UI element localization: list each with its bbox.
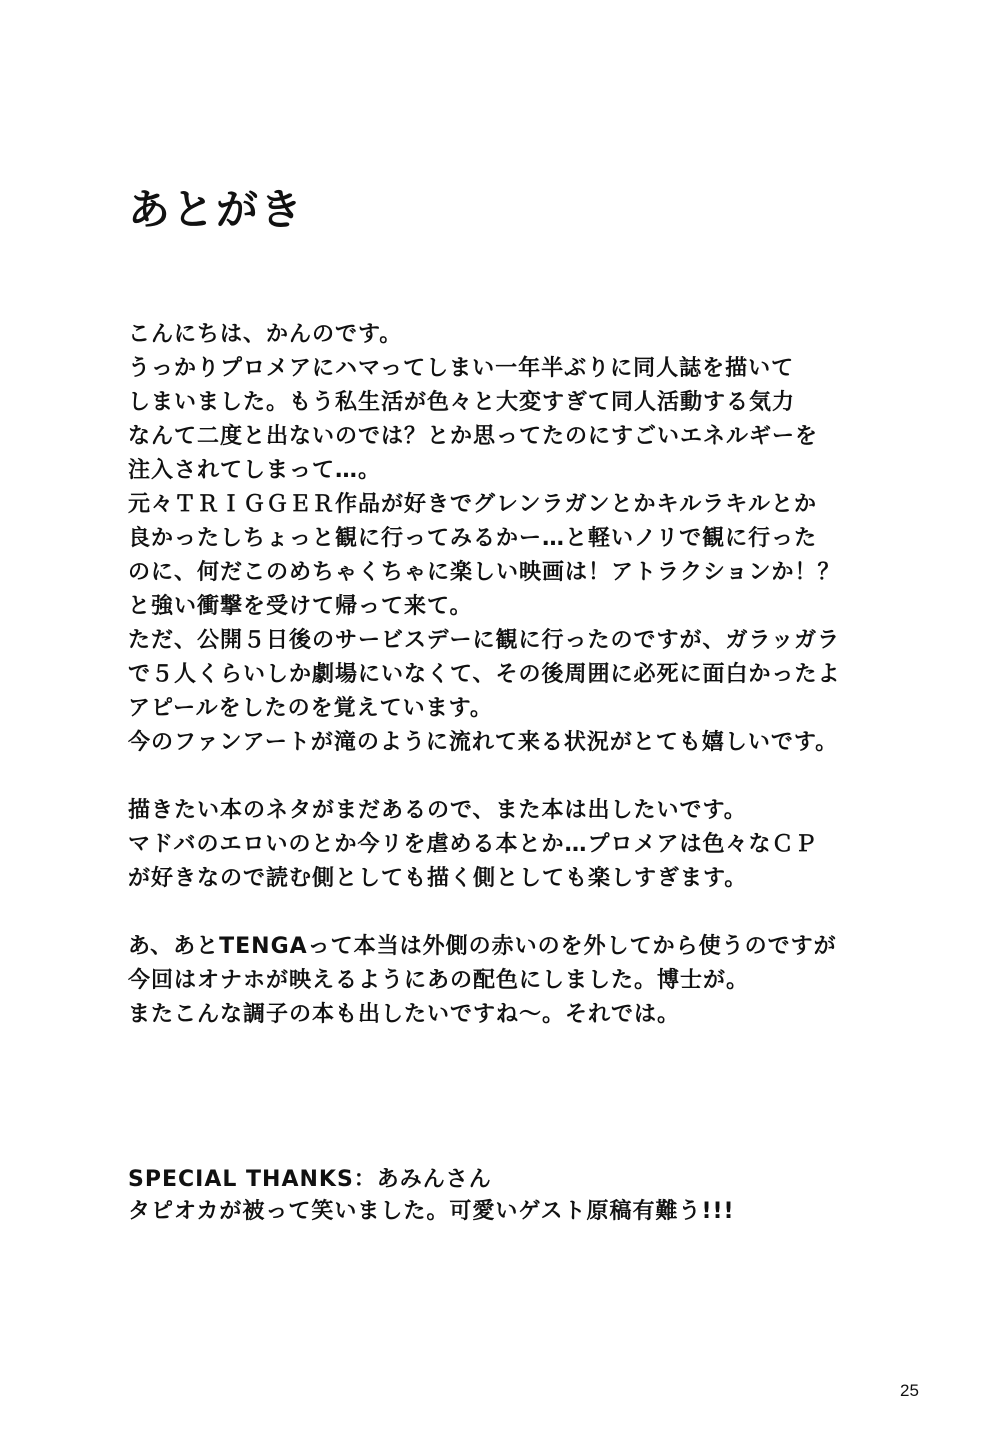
special-thanks-heading: SPECIAL THANKS：あみんさん bbox=[128, 1167, 492, 1192]
text-line: 元々ＴＲＩＧＧＥＲ作品が好きでグレンラガンとかキルラキルとか bbox=[128, 492, 818, 517]
paragraph-gap bbox=[128, 760, 988, 794]
paragraph-1 bbox=[128, 318, 988, 760]
text-line: ただ、公開５日後のサービスデーに観に行ったのですが、ガラッガラ bbox=[128, 628, 841, 653]
text-line: 今回はオナホが映えるようにあの配色にしました。博士が。 bbox=[128, 968, 750, 993]
text-line: あ、あとTENGAって本当は外側の赤いのを外してから使うのですが bbox=[128, 934, 837, 959]
paragraph-2 bbox=[128, 794, 988, 896]
text-line: 良かったしちょっと観に行ってみるかー…と軽いノリで観に行った bbox=[128, 526, 818, 551]
text-line: うっかりプロメアにハマってしまい一年半ぶりに同人誌を描いて bbox=[128, 356, 795, 381]
text-line: と強い衝撃を受けて帰って来て。 bbox=[128, 594, 473, 619]
text-line: のに、何だこのめちゃくちゃに楽しい映画は！アトラクションか！？ bbox=[128, 560, 841, 585]
text-line: アピールをしたのを覚えています。 bbox=[128, 696, 493, 721]
text-line: 今のファンアートが滝のように流れて来る状況がとても嬉しいです。 bbox=[128, 730, 839, 755]
text-line: が好きなので読む側としても描く側としても楽しすぎます。 bbox=[128, 866, 748, 891]
page-number: 25 bbox=[900, 1381, 919, 1400]
afterword-body bbox=[128, 318, 988, 1032]
special-thanks-message: タピオカが被って笑いました。可愛いゲスト原稿有難う!!! bbox=[128, 1199, 735, 1224]
paragraph-gap bbox=[128, 896, 988, 930]
page-title: あとがき bbox=[128, 185, 305, 234]
text-line: 注入されてしまって…。 bbox=[128, 458, 382, 483]
text-line: マドバのエロいのとか今リを虐める本とか…プロメアは色々なＣＰ bbox=[128, 832, 818, 857]
text-line: 描きたい本のネタがまだあるので、また本は出したいです。 bbox=[128, 798, 747, 823]
text-line: こんにちは、かんのです。 bbox=[128, 322, 403, 347]
paragraph-3 bbox=[128, 930, 988, 1032]
text-line: なんて二度と出ないのでは？とか思ってたのにすごいエネルギーを bbox=[128, 424, 819, 449]
text-line: またこんな調子の本も出したいですね〜。それでは。 bbox=[128, 1002, 681, 1027]
special-thanks bbox=[128, 1164, 988, 1228]
text-line: で５人くらいしか劇場にいなくて、その後周囲に必死に面白かったよ bbox=[128, 662, 841, 687]
text-line: しまいました。もう私生活が色々と大変すぎて同人活動する気力 bbox=[128, 390, 796, 415]
